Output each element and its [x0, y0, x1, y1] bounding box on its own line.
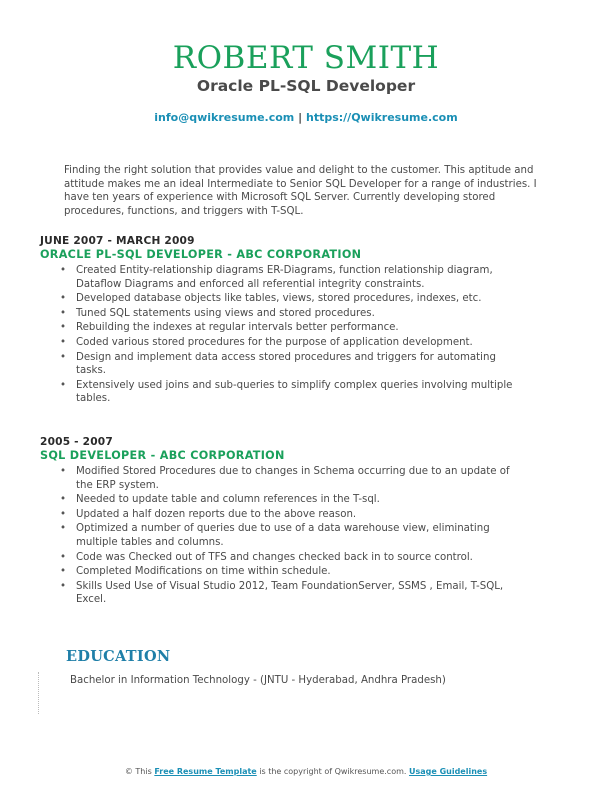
job-bullet-list [40, 264, 540, 406]
candidate-name: ROBERT SMITH [172, 40, 440, 76]
list-item: • Created Entity-relationship diagrams ER-Diagrams, function relationship diagram, Dataflow Diagrams and enforced all referential integrity constraints. [76, 264, 514, 291]
list-item: • Tuned SQL statements using views and stored procedures. [76, 307, 514, 321]
contact-separator: | [298, 111, 303, 124]
list-item: • Extensively used joins and sub-queries to simplify complex queries involving multiple tables. [76, 379, 514, 406]
list-item: • Completed Modifications on time within schedule. [76, 565, 514, 579]
list-item: • Code was Checked out of TFS and changes checked back in to source control. [76, 551, 514, 565]
list-item: • Skills Used Use of Visual Studio 2012, Team FoundationServer, SSMS , Email, T-SQL, Excel. [76, 580, 514, 607]
list-item: • Optimized a number of queries due to use of a data warehouse view, eliminating multiple tables and columns. [76, 522, 514, 549]
contact-line [0, 111, 612, 124]
education-divider [38, 672, 41, 714]
list-item: • Updated a half dozen reports due to the above reason. [76, 508, 514, 522]
candidate-role: Oracle PL-SQL Developer [196, 77, 416, 95]
list-item: • Design and implement data access stored procedures and triggers for automating tasks. [76, 351, 514, 378]
list-item: • Rebuilding the indexes at regular intervals better performance. [76, 321, 514, 335]
experience-entry-2 [40, 436, 540, 608]
footer-copyright-text: is the copyright of Qwikresume.com. [259, 767, 407, 776]
summary-paragraph: Finding the right solution that provides value and delight to the customer. This aptitude and attitude makes me an ideal Intermediate to Senior SQL Developer for a range of industries. I have ten years of experience with Microsoft SQL Server. Currently developing stored procedures, functions, and triggers with T-SQL. [64, 165, 537, 217]
job-dates: JUNE 2007 - MARCH 2009 [40, 235, 195, 247]
job-title: ORACLE PL-SQL DEVELOPER - ABC CORPORATION [40, 248, 362, 261]
experience-entry-1 [40, 235, 540, 407]
free-resume-template-link[interactable]: Free Resume Template [154, 767, 257, 776]
education-item: Bachelor in Information Technology - (JNTU - Hyderabad, Andhra Pradesh) [70, 675, 446, 686]
footer [0, 767, 612, 776]
list-item: • Developed database objects like tables, views, stored procedures, indexes, etc. [76, 292, 514, 306]
education-heading: EDUCATION [66, 648, 171, 665]
list-item: • Coded various stored procedures for the purpose of application development. [76, 336, 514, 350]
job-bullet-list [40, 465, 540, 607]
list-item: • Modified Stored Procedures due to changes in Schema occurring due to an update of the ERP system. [76, 465, 514, 492]
job-dates: 2005 - 2007 [40, 436, 113, 448]
email-link[interactable]: info@qwikresume.com [154, 111, 295, 124]
usage-guidelines-link[interactable]: Usage Guidelines [408, 767, 488, 776]
job-title: SQL DEVELOPER - ABC CORPORATION [40, 449, 285, 462]
list-item: • Needed to update table and column references in the T-sql. [76, 493, 514, 507]
footer-prefix: © This [124, 767, 152, 776]
website-link[interactable]: https://Qwikresume.com [305, 111, 458, 124]
